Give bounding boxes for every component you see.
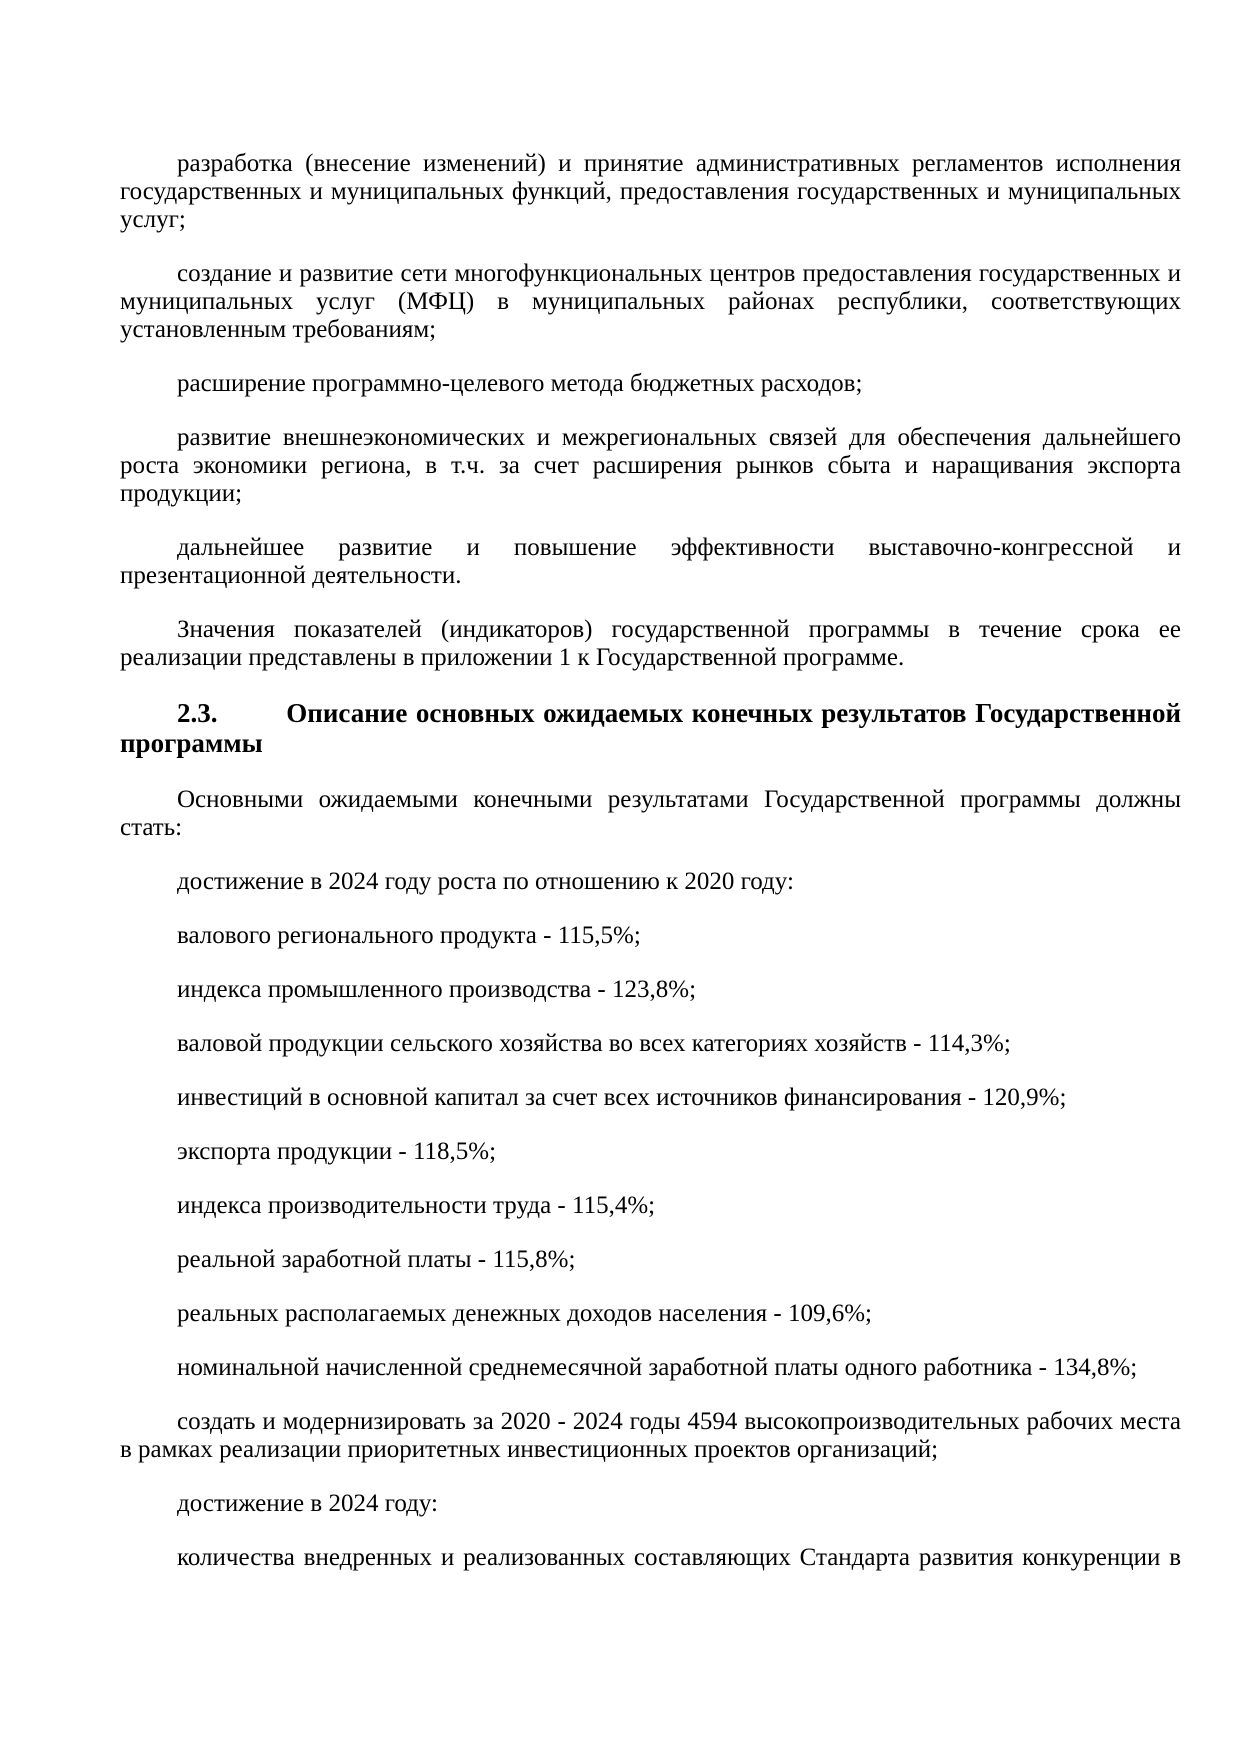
paragraph-program-target-method: расширение программно-целевого метода бюджетных расходов; bbox=[177, 370, 863, 397]
paragraph-mfc-network: создание и развитие сети многофункциональных центров предоставления государственных и муниципальных услуг (МФЦ) в муниципальных районах республики, соответствующих установленным требованиям; bbox=[120, 260, 1181, 343]
list-item: валовой продукции сельского хозяйства во всех категориях хозяйств - 114,3%; bbox=[177, 1030, 1011, 1057]
list-item: индекса производительности труда - 115,4%; bbox=[177, 1192, 656, 1219]
paragraph-indicator-values: Значения показателей (индикаторов) государственной программы в течение срока ее реализации представлены в приложении 1 к Государственной программе. bbox=[120, 616, 1181, 671]
paragraph-admin-regulations: разработка (внесение изменений) и принятие административных регламентов исполнения государственных и муниципальных функций, предоставления государственных и муниципальных услуг; bbox=[120, 150, 1181, 233]
paragraph-expected-results-intro: Основными ожидаемыми конечными результатами Государственной программы должны стать: bbox=[120, 786, 1181, 841]
paragraph-competition-standard: количества внедренных и реализованных составляющих Стандарта развития конкуренции в bbox=[177, 1544, 1181, 1571]
section-number: 2.3. bbox=[177, 698, 218, 728]
paragraph-exhibition-activity: дальнейшее развитие и повышение эффективности выставочно-конгрессной и презентационной деятельности. bbox=[120, 534, 1181, 589]
list-item: валового регионального продукта - 115,5%; bbox=[177, 922, 641, 949]
list-item: достижение в 2024 году: bbox=[177, 1490, 438, 1517]
list-item: номинальной начисленной среднемесячной заработной платы одного работника - 134,8%; bbox=[177, 1354, 1138, 1381]
document-page bbox=[120, 150, 1181, 1598]
section-title: Описание основных ожидаемых конечных результатов Государственной программы bbox=[120, 698, 1181, 758]
section-heading bbox=[120, 698, 1181, 758]
list-item: реальной заработной платы - 115,8%; bbox=[177, 1246, 576, 1273]
paragraph-foreign-economic-relations: развитие внешнеэкономических и межрегиональных связей для обеспечения дальнейшего роста экономики региона, в т.ч. за счет расширения рынков сбыта и наращивания экспорта продукции; bbox=[120, 424, 1181, 507]
list-item: достижение в 2024 году роста по отношению к 2020 году: bbox=[177, 868, 794, 895]
list-item: индекса промышленного производства - 123,8%; bbox=[177, 976, 697, 1003]
list-item: экспорта продукции - 118,5%; bbox=[177, 1138, 497, 1165]
list-item: инвестиций в основной капитал за счет всех источников финансирования - 120,9%; bbox=[177, 1084, 1067, 1111]
paragraph-workplaces: создать и модернизировать за 2020 - 2024 годы 4594 высокопроизводительных рабочих места в рамках реализации приоритетных инвестиционных проектов организаций; bbox=[120, 1408, 1181, 1463]
list-item: реальных располагаемых денежных доходов населения - 109,6%; bbox=[177, 1300, 872, 1327]
